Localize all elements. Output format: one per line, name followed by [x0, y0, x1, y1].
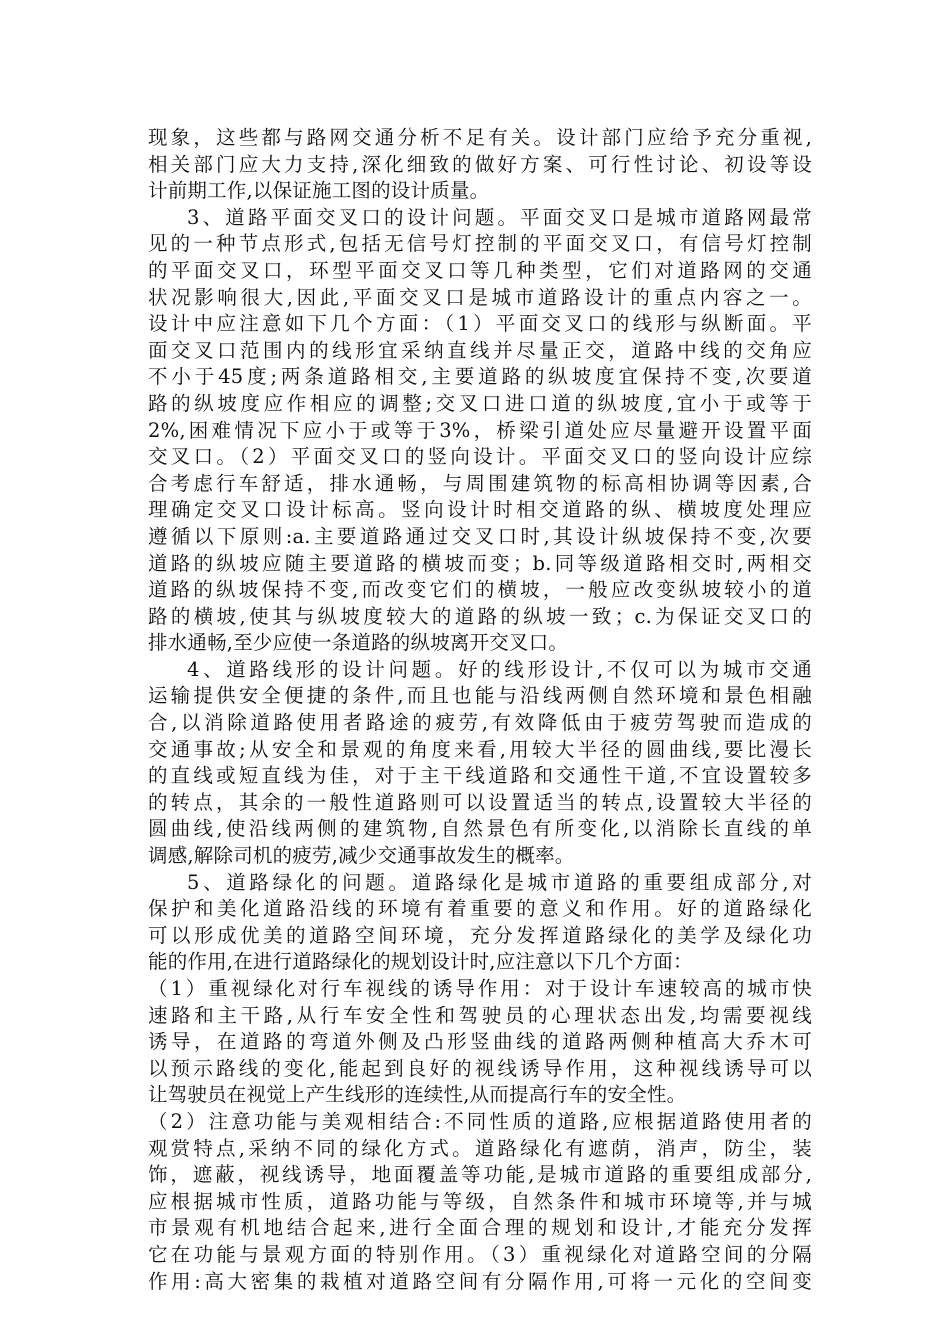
- text-line: 的直线或短直线为佳，对于主干线道路和交通性干道,不宜设置较多: [148, 764, 812, 788]
- text-line: 状况影响很大,因此,平面交叉口是城市道路设计的重点内容之一。: [148, 285, 812, 309]
- text-line: 作用:高大密集的栽植对道路空间有分隔作用,可将一元化的空间变: [148, 1269, 812, 1293]
- text-line: 可以形成优美的道路空间环境，充分发挥道路绿化的美学及绿化功: [148, 923, 812, 947]
- text-line: 调感,解除司机的疲劳,减少交通事故发生的概率。: [148, 844, 575, 868]
- text-line: 现象，这些都与路网交通分析不足有关。设计部门应给予充分重视,: [148, 126, 812, 149]
- body-text: [148, 125, 812, 1295]
- section-3-heading-line: 3、道路平面交叉口的设计问题。平面交叉口是城市道路网最常: [187, 205, 812, 229]
- text-line: 设计中应注意如下几个方面：（1）平面交叉口的线形与纵断面。平: [148, 312, 812, 336]
- text-line: 诱导，在道路的弯道外侧及凸形竖曲线的道路两侧种植高大乔木可: [148, 1030, 812, 1054]
- text-line: 合考虑行车舒适，排水通畅，与周围建筑物的标高相协调等因素,合: [148, 471, 812, 495]
- text-line: 的转点，其余的一般性道路则可以设置适当的转点,设置较大半径的: [148, 790, 812, 814]
- text-line: 市景观有机地结合起来,进行全面合理的规划和设计,才能充分发挥: [148, 1216, 812, 1240]
- text-line: 能的作用,在进行道路绿化的规划设计时,应注意以下几个方面：: [148, 950, 693, 974]
- text-line: 道路的纵坡应随主要道路的横坡而变；b.同等级道路相交时,两相交: [148, 551, 812, 575]
- text-line: 交叉口。（2）平面交叉口的竖向设计。平面交叉口的竖向设计应综: [148, 445, 812, 469]
- text-line: 见的一种节点形式,包括无信号灯控制的平面交叉口，有信号灯控制: [148, 232, 812, 256]
- text-line: （2）注意功能与美观相结合:不同性质的道路,应根据道路使用者的: [148, 1109, 812, 1133]
- text-line: 道路的纵坡保持不变,而改变它们的横坡，一般应改变纵坡较小的道: [148, 578, 812, 602]
- text-line: 计前期工作,以保证施工图的设计质量。: [148, 179, 490, 203]
- text-line: 面交叉口范围内的线形宜采纳直线并尽量正交，道路中线的交角应: [148, 338, 812, 362]
- text-line: 应根据城市性质，道路功能与等级，自然条件和城市环境等,并与城: [148, 1189, 812, 1213]
- text-line: 运输提供安全便捷的条件,而且也能与沿线两侧自然环境和景色相融: [148, 684, 812, 708]
- text-line: 排水通畅,至少应使一条道路的纵坡离开交叉口。: [148, 631, 569, 655]
- text-line: 圆曲线,使沿线两侧的建筑物,自然景色有所变化,以消除长直线的单: [148, 817, 812, 841]
- text-line: 速路和主干路,从行车安全性和驾驶员的心理状态出发,均需要视线: [148, 1003, 812, 1027]
- text-line: 不小于45度;两条道路相交,主要道路的纵坡度宜保持不变,次要道: [148, 365, 812, 389]
- text-line: 它在功能与景观方面的特别作用。（3）重视绿化对道路空间的分隔: [148, 1242, 812, 1266]
- text-line: 2%,困难情况下应小于或等于3%，桥梁引道处应尽量避开设置平面: [148, 418, 812, 442]
- text-line: 路的纵坡度应作相应的调整;交叉口进口道的纵坡度,宜小于或等于: [148, 391, 812, 415]
- text-line: 路的横坡,使其与纵坡度较大的道路的纵坡一致；c.为保证交叉口的: [148, 604, 812, 628]
- text-line: 观赏特点,采纳不同的绿化方式。道路绿化有遮荫，消声，防尘，装: [148, 1136, 812, 1160]
- text-line: 保护和美化道路沿线的环境有着重要的意义和作用。好的道路绿化: [148, 897, 812, 921]
- text-line: 交通事故;从安全和景观的角度来看,用较大半径的圆曲线,要比漫长: [148, 737, 812, 761]
- section-4-heading-line: 4、道路线形的设计问题。好的线形设计,不仅可以为城市交通: [187, 657, 812, 681]
- text-line: 让驾驶员在视觉上产生线形的连续性,从而提高行车的安全性。: [148, 1083, 687, 1107]
- section-5-heading-line: 5、道路绿化的问题。道路绿化是城市道路的重要组成部分,对: [187, 870, 812, 894]
- text-line: 遵循以下原则:a.主要道路通过交叉口时,其设计纵坡保持不变,次要: [148, 524, 812, 548]
- text-line: 合,以消除道路使用者路途的疲劳,有效降低由于疲劳驾驶而造成的: [148, 711, 812, 735]
- text-line: 的平面交叉口，环型平面交叉口等几种类型，它们对道路网的交通: [148, 258, 812, 282]
- text-line: 饰，遮蔽，视线诱导，地面覆盖等功能,是城市道路的重要组成部分,: [148, 1163, 812, 1187]
- text-line: 相关部门应大力支持,深化细致的做好方案、可行性讨论、初设等设: [148, 152, 812, 176]
- text-line: （1）重视绿化对行车视线的诱导作用：对于设计车速较高的城市快: [148, 977, 812, 1000]
- text-line: 理确定交叉口设计标高。竖向设计时相交道路的纵、横坡度处理应: [148, 498, 812, 522]
- text-line: 以预示路线的变化,能起到良好的视线诱导作用，这种视线诱导可以: [148, 1056, 812, 1080]
